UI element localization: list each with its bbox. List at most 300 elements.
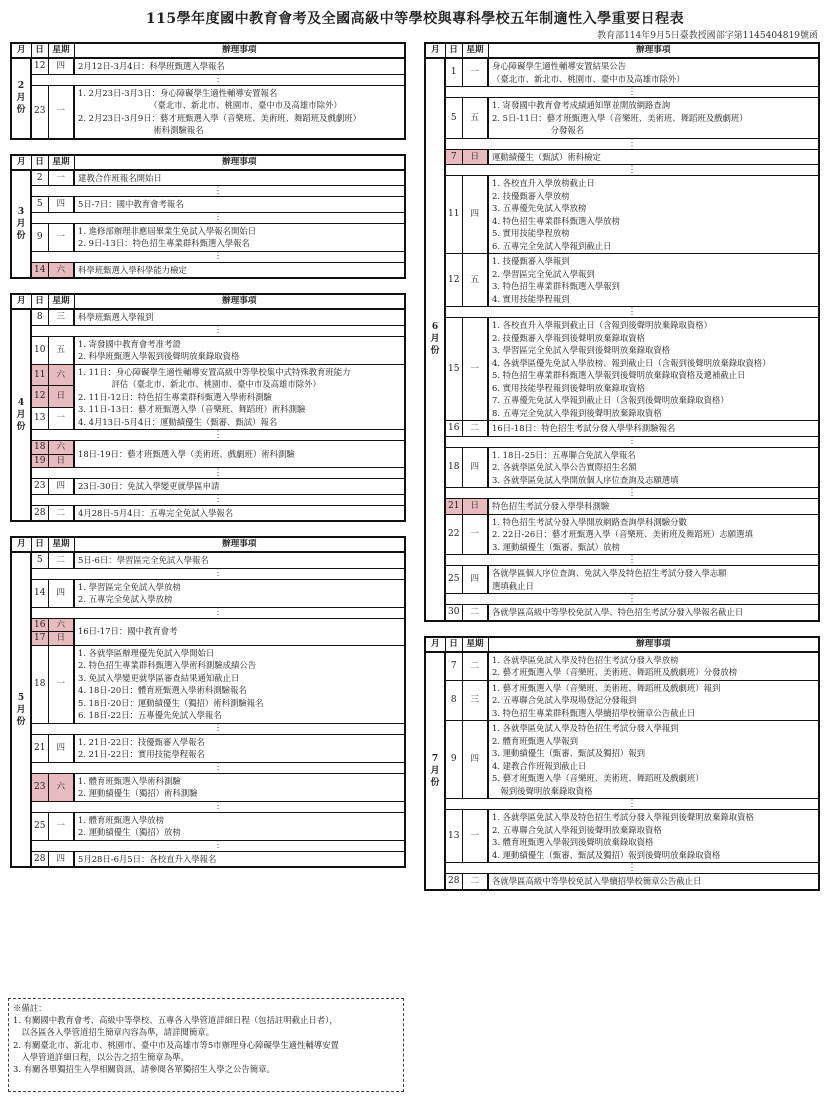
weekday-cell: 一 (48, 408, 74, 430)
day-cell: 28 (31, 851, 48, 867)
event-line: 1. 特色招生考試分發入學開放網路查詢學科測驗分數 (492, 516, 687, 527)
weekday-cell: 一 (48, 85, 74, 139)
table-row (11, 618, 405, 632)
schedule-table (10, 293, 406, 522)
table-row (425, 447, 819, 488)
gap-ellipsis: ⋮ (31, 325, 405, 336)
header-day: 日 (445, 637, 462, 652)
day-cell: 23 (31, 773, 48, 801)
event-line: 2. 特色招生專業群科甄選入學術科測驗成績公告 (78, 660, 257, 670)
event-line: 1. 體育班甄選入學放榜 (78, 814, 165, 825)
schedule-table (424, 42, 820, 622)
gap-ellipsis: ⋮ (445, 436, 819, 447)
weekday-cell: 日 (462, 149, 488, 165)
gap-row (425, 555, 819, 566)
weekday-cell: 六 (48, 262, 74, 278)
event-line: 分發報名 (492, 125, 585, 135)
day-cell: 11 (445, 176, 462, 254)
event-line: 4. 各就學區優先免試入學放榜、報到截止日（含報到後聲明放棄錄取資格） (492, 357, 771, 368)
table-header-row (11, 155, 405, 170)
event-cell (488, 254, 819, 307)
weekday-cell: 二 (48, 505, 74, 521)
note-line: 3. 有關各單獨招生入學相關資訊，請參閱各單獨招生入學之公告簡章。 (13, 1064, 275, 1075)
weekday-cell: 四 (48, 197, 74, 213)
header-events: 辦理事項 (74, 43, 405, 58)
gap-ellipsis: ⋮ (445, 165, 819, 176)
day-cell: 2 (31, 170, 48, 186)
table-row (11, 441, 405, 455)
event-cell (488, 149, 819, 165)
header-weekday: 星期 (48, 294, 74, 309)
weekday-cell: 一 (462, 318, 488, 421)
header-weekday: 星期 (462, 43, 488, 58)
event-line: 23日-30日：免試入學變更就學區申請 (78, 481, 220, 491)
weekday-cell: 日 (462, 499, 488, 515)
day-cell: 12 (31, 386, 48, 408)
header-events: 辦理事項 (74, 155, 405, 170)
event-line: 4. 18日-20日：體育班甄選入學術科測驗報名 (78, 685, 247, 695)
gap-row (11, 607, 405, 618)
event-cell (488, 810, 819, 863)
event-line: 報到後聲明放棄錄取資格 (492, 785, 593, 796)
event-line: 2. 運動績優生（獨招）放榜 (78, 827, 181, 837)
event-line: 16日-17日：國中教育會考 (78, 626, 178, 637)
table-row (11, 170, 405, 186)
weekday-cell: 日 (48, 632, 74, 646)
table-row (425, 721, 819, 799)
event-line: 3. 運動績優生（甄審、甄試及獨招）報到 (492, 748, 646, 758)
header-events: 辦理事項 (488, 43, 819, 58)
event-line: 2. 9日-13日：特色招生專業群科甄選入學報名 (78, 238, 250, 248)
month-label: 6 月 份 (425, 58, 445, 621)
event-line: 1. 18日-25日：五專聯合免試入學報名 (492, 449, 636, 460)
event-line: 3. 五專優先免試入學放榜 (492, 203, 587, 213)
day-cell: 19 (31, 454, 48, 468)
gap-ellipsis: ⋮ (31, 840, 405, 851)
event-cell (74, 58, 405, 74)
day-cell: 18 (445, 447, 462, 488)
event-line: 2. 21日-22日：實用技能學程報名 (78, 749, 205, 759)
weekday-cell: 四 (462, 721, 488, 799)
day-cell: 18 (31, 645, 48, 723)
weekday-cell: 三 (48, 309, 74, 325)
event-cell (488, 176, 819, 254)
header-day: 日 (31, 43, 48, 58)
gap-row (11, 723, 405, 734)
table-row (11, 773, 405, 801)
schedule-table (10, 42, 406, 140)
day-cell: 8 (445, 680, 462, 721)
event-line: 評估（臺北市、新北市、桃園市、臺中市及高雄市除外） (78, 379, 321, 389)
event-cell (488, 58, 819, 87)
header-month: 月 (11, 294, 31, 309)
event-cell (74, 85, 405, 139)
event-line: 6. 實用技能學程報到後聲明放棄錄取資格 (492, 382, 646, 393)
gap-row (11, 430, 405, 441)
header-month: 月 (11, 537, 31, 552)
document-reference: 教育部114年9月5日臺教授國部字第1145404819號函 (597, 31, 818, 41)
weekday-cell: 四 (462, 447, 488, 488)
table-row (11, 197, 405, 213)
table-row (11, 262, 405, 278)
day-cell: 15 (445, 318, 462, 421)
day-cell: 14 (31, 579, 48, 607)
table-header-row (11, 294, 405, 309)
header-events: 辦理事項 (74, 294, 405, 309)
header-month: 月 (425, 43, 445, 58)
table-row (11, 552, 405, 568)
day-cell: 18 (31, 441, 48, 455)
weekday-cell: 四 (48, 479, 74, 495)
event-line: 1. 各就學區免試入學及特色招生考試分發入學報到後聲明放棄錄取資格 (492, 812, 754, 822)
table-row (11, 505, 405, 521)
weekday-cell: 一 (48, 170, 74, 186)
event-cell (488, 721, 819, 799)
table-row (425, 652, 819, 681)
weekday-cell: 五 (462, 254, 488, 307)
event-cell (488, 605, 819, 621)
day-cell: 9 (445, 721, 462, 799)
gap-row (11, 251, 405, 262)
gap-ellipsis: ⋮ (445, 138, 819, 149)
event-cell (74, 552, 405, 568)
event-line: 3. 運動績優生（甄審、甄試）放榜 (492, 541, 620, 552)
event-line: 2. 五專完全免試入學放榜 (78, 594, 173, 604)
gap-row (425, 594, 819, 605)
weekday-cell: 四 (462, 566, 488, 594)
event-line: 6. 五專完全免試入學報到截止日 (492, 240, 612, 251)
table-row (11, 734, 405, 762)
header-events: 辦理事項 (488, 637, 819, 652)
event-line: 18日-19日：藝才班甄選入學（美術班、戲劇班）術科測驗 (78, 448, 295, 459)
day-cell: 11 (31, 364, 48, 386)
event-line: （臺北市、新北市、桃園市、臺中市及高雄市除外） (492, 73, 685, 84)
day-cell: 12 (31, 58, 48, 74)
event-cell (488, 499, 819, 515)
gap-ellipsis: ⋮ (31, 801, 405, 812)
gap-ellipsis: ⋮ (31, 723, 405, 734)
table-row (11, 336, 405, 364)
day-cell: 13 (31, 408, 48, 430)
event-cell (488, 318, 819, 421)
table-row (425, 58, 819, 87)
event-cell (74, 812, 405, 840)
weekday-cell: 一 (48, 645, 74, 723)
event-line: 4. 建教合作班報到截止日 (492, 760, 587, 771)
weekday-cell: 六 (48, 618, 74, 632)
day-cell: 25 (445, 566, 462, 594)
event-line: 5日-7日：國中教育會考報名 (78, 199, 184, 209)
weekday-cell: 四 (48, 734, 74, 762)
event-line: 3. 體育班甄選入學報到後聲明放棄錄取資格 (492, 837, 654, 847)
event-line: 2. 科學班甄選入學報到後聲明放棄錄取資格 (78, 351, 240, 361)
gap-ellipsis: ⋮ (31, 762, 405, 773)
table-row (425, 810, 819, 863)
gap-ellipsis: ⋮ (31, 251, 405, 262)
event-line: 2. 五專聯合免試入學報到後聲明放棄錄取資格 (492, 824, 662, 835)
table-header-row (11, 43, 405, 58)
event-line: 4. 4月13日-5月4日：運動績優生（甄審、甄試）報名 (78, 416, 278, 427)
table-row (425, 566, 819, 594)
day-cell: 5 (445, 98, 462, 139)
note-line: 1. 有關國中教育會考、高級中等學校、五專各入學管道詳細日程（包括註明截止日者）， (13, 1015, 338, 1026)
notes-box (8, 998, 404, 1092)
event-line: 4月28日-5月4日：五專完全免試入學報名 (78, 507, 234, 518)
event-line: 科學班甄選入學報到 (78, 312, 154, 322)
gap-ellipsis: ⋮ (31, 186, 405, 197)
gap-row (11, 494, 405, 505)
weekday-cell: 四 (48, 579, 74, 607)
event-line: 8. 五專完全免試入學報到後聲明放棄錄取資格 (492, 407, 662, 418)
event-line: 1. 學習區完全免試入學放榜 (78, 581, 181, 592)
day-cell: 23 (31, 479, 48, 495)
event-line: 2月12日-3月4日：科學班甄選入學報名 (78, 61, 225, 71)
weekday-cell: 二 (462, 652, 488, 681)
event-line: 術科測驗報名 (78, 125, 204, 135)
event-line: 16日-18日：特色招生考試分發入學學科測驗報名 (492, 423, 676, 433)
event-cell (488, 447, 819, 488)
event-line: 2. 藝才班甄選入學（音樂班、美術班、舞蹈班及戲劇班）分發放榜 (492, 667, 738, 677)
note-line: 以各區各入學管道招生簡章內容為準，請詳閱簡章。 (13, 1027, 214, 1038)
weekday-cell: 日 (48, 454, 74, 468)
weekday-cell: 六 (48, 364, 74, 386)
event-line: 2. 學習區完全免試入學報到 (492, 268, 595, 279)
event-cell (74, 223, 405, 251)
weekday-cell: 一 (462, 58, 488, 87)
schedule-table (424, 636, 820, 891)
table-header-row (425, 637, 819, 652)
gap-row (11, 74, 405, 85)
gap-row (425, 488, 819, 499)
gap-row (11, 568, 405, 579)
weekday-cell: 四 (48, 58, 74, 74)
weekday-cell: 五 (462, 98, 488, 139)
gap-row (425, 87, 819, 98)
event-line: 2. 22日-26日：藝才班甄選入學（音樂班、美術班及舞蹈班）志願選填 (492, 529, 753, 539)
day-cell: 5 (31, 552, 48, 568)
table-row (11, 85, 405, 139)
gap-row (425, 436, 819, 447)
event-cell (74, 579, 405, 607)
gap-row (425, 863, 819, 874)
month-label: 3 月 份 (11, 170, 31, 279)
event-line: 2. 技優甄審入學放榜 (492, 190, 570, 201)
event-line: 1. 各校直升入學報到截止日（含報到後聲明放棄錄取資格） (492, 320, 713, 330)
table-row (425, 874, 819, 890)
event-line: 1. 各校直升入學放榜截止日 (492, 178, 595, 188)
note-line: 2. 有關臺北市、新北市、桃園市、臺中市及高雄市等5市辦理身心障礙學生適性輔導安置 (13, 1039, 339, 1050)
event-line: 1. 各就學區免試入學及特色招生考試分發入學放榜 (492, 654, 679, 665)
header-month: 月 (425, 637, 445, 652)
event-line: 2. 11日-12日：特色招生專業群科甄選入學術科測驗 (78, 391, 272, 402)
gap-row (11, 840, 405, 851)
gap-row (11, 212, 405, 223)
gap-ellipsis: ⋮ (445, 799, 819, 810)
day-cell: 1 (445, 58, 462, 87)
weekday-cell: 一 (462, 514, 488, 555)
event-cell (74, 618, 405, 645)
gap-ellipsis: ⋮ (445, 594, 819, 605)
header-day: 日 (31, 294, 48, 309)
event-line: 1. 技優甄審入學報到 (492, 256, 570, 266)
table-row (425, 318, 819, 421)
header-weekday: 星期 (48, 537, 74, 552)
weekday-cell: 二 (48, 552, 74, 568)
table-row (11, 223, 405, 251)
table-row (11, 309, 405, 325)
weekday-cell: 六 (48, 441, 74, 455)
day-cell: 16 (31, 618, 48, 632)
table-header-row (11, 537, 405, 552)
note-line: 入學管道詳細日程，以公告之招生簡章為準。 (13, 1051, 189, 1062)
event-line: 1. 進修部辦理非應屆畢業生免試入學報名開始日 (78, 225, 257, 236)
event-line: 4. 實用技能學程報到 (492, 293, 570, 304)
day-cell: 23 (31, 85, 48, 139)
event-line: 5月28日-6月5日：各校直升入學報名 (78, 853, 217, 864)
header-events: 辦理事項 (74, 537, 405, 552)
event-line: 1. 藝才班甄選入學（音樂班、美術班、舞蹈班及戲劇班）報到 (492, 682, 721, 693)
day-cell: 5 (31, 197, 48, 213)
gap-ellipsis: ⋮ (445, 863, 819, 874)
day-cell: 14 (31, 262, 48, 278)
event-cell (488, 566, 819, 594)
header-day: 日 (31, 155, 48, 170)
header-weekday: 星期 (462, 637, 488, 652)
event-line: 1. 各就學區辦理優先免試入學開始日 (78, 647, 215, 658)
event-line: 運動績優生（甄試）術科檢定 (492, 151, 601, 162)
day-cell: 28 (31, 505, 48, 521)
event-cell (488, 421, 819, 437)
event-line: 3. 特色招生專業群科甄選入學續招學校簡章公告截止日 (492, 707, 696, 718)
event-line: 2. 體育班甄選入學報到 (492, 735, 579, 746)
month-table-slot (10, 536, 406, 868)
day-cell: 17 (31, 632, 48, 646)
page-title: 115學年度國中教育會考及全國高級中等學校與專科學校五年制適性入學重要日程表 (145, 11, 685, 27)
month-table-slot (424, 636, 820, 891)
gap-ellipsis: ⋮ (31, 607, 405, 618)
event-cell (74, 505, 405, 521)
table-row (11, 645, 405, 723)
event-line: 1. 寄發國中教育會考准考證 (78, 338, 181, 349)
event-line: 1. 體育班甄選入學術科測驗 (78, 775, 181, 786)
weekday-cell: 三 (462, 680, 488, 721)
table-row (425, 254, 819, 307)
event-line: 3. 免試入學變更就學區審查結果通知截止日 (78, 672, 240, 683)
event-line: 5. 藝才班甄選入學（音樂班、美術班、舞蹈班及戲劇班） (492, 773, 704, 783)
gap-ellipsis: ⋮ (31, 468, 405, 479)
day-cell: 13 (445, 810, 462, 863)
gap-ellipsis: ⋮ (445, 307, 819, 318)
event-cell (488, 874, 819, 890)
weekday-cell: 二 (462, 421, 488, 437)
header-day: 日 (445, 43, 462, 58)
event-cell (74, 851, 405, 867)
table-row (425, 98, 819, 139)
event-line: 2. 技優甄審入學報到後聲明放棄錄取資格 (492, 332, 646, 343)
day-cell: 12 (445, 254, 462, 307)
month-label: 2 月 份 (11, 58, 31, 139)
event-line: 3. 學習區完全免試入學報到後聲明放棄錄取資格 (492, 345, 671, 355)
weekday-cell: 二 (462, 874, 488, 890)
event-line: 3. 各就學區免試入學開放個人序位查詢及志願選填 (492, 474, 679, 485)
table-row (11, 479, 405, 495)
event-line: 5. 18日-20日：運動績優生（獨招）術科測驗報名 (78, 697, 264, 708)
event-line: 4. 運動績優生（甄審、甄試及獨招）報到後聲明放棄錄取資格 (492, 849, 721, 860)
event-line: 各就學區高級中等學校免試入學續招學校簡章公告截止日 (492, 876, 702, 886)
day-cell: 10 (31, 336, 48, 364)
day-cell: 22 (445, 514, 462, 555)
event-cell (74, 262, 405, 278)
event-line: 特色招生考試分發入學學科測驗 (492, 501, 610, 511)
event-line: 5日-6日：學習區完全免試入學報名 (78, 555, 209, 565)
header-month: 月 (11, 155, 31, 170)
gap-row (425, 138, 819, 149)
weekday-cell: 一 (48, 812, 74, 840)
gap-row (11, 801, 405, 812)
event-cell (74, 645, 405, 723)
event-line: （臺北市、新北市、桃園市、臺中市及高雄市除外） (78, 100, 342, 110)
month-table-slot (424, 42, 820, 622)
event-line: 2. 2月23日-3月9日：藝才班甄選入學（音樂班、美術班、舞蹈班及戲劇班） (78, 112, 361, 123)
table-row (11, 579, 405, 607)
event-line: 科學班甄選入學科學能力檢定 (78, 264, 187, 275)
month-label: 7 月 份 (425, 652, 445, 890)
gap-ellipsis: ⋮ (31, 568, 405, 579)
day-cell: 21 (445, 499, 462, 515)
event-cell (74, 197, 405, 213)
day-cell: 25 (31, 812, 48, 840)
event-line: 3. 11日-13日：藝才班甄選入學（音樂班、舞蹈班）術科測驗 (78, 404, 306, 414)
gap-row (425, 165, 819, 176)
event-line: 1. 11日：身心障礙學生適性輔導安置高級中等學校集中式特殊教育班能力 (78, 366, 351, 377)
gap-ellipsis: ⋮ (31, 494, 405, 505)
weekday-cell: 六 (48, 773, 74, 801)
event-cell (74, 336, 405, 364)
table-row (425, 680, 819, 721)
gap-row (425, 799, 819, 810)
table-row (11, 851, 405, 867)
day-cell: 7 (445, 652, 462, 681)
notes-heading: ※備註： (13, 1003, 47, 1013)
event-line: 1. 各就學區免試入學及特色招生考試分發入學報到 (492, 723, 679, 733)
month-label: 4 月 份 (11, 309, 31, 521)
table-row (425, 605, 819, 621)
day-cell: 21 (31, 734, 48, 762)
header-weekday: 星期 (48, 43, 74, 58)
table-row (11, 812, 405, 840)
event-line: 1. 2月23日-3月3日：身心障礙學生適性輔導安置報名 (78, 87, 278, 98)
table-row (425, 176, 819, 254)
event-line: 選填截止日 (492, 580, 534, 591)
day-cell: 7 (445, 149, 462, 165)
event-cell (488, 680, 819, 721)
right-column (424, 42, 820, 905)
gap-ellipsis: ⋮ (445, 87, 819, 98)
month-table-slot (10, 293, 406, 522)
event-line: 1. 21日-22日：技優甄審入學報名 (78, 736, 205, 747)
day-cell: 8 (31, 309, 48, 325)
gap-row (11, 325, 405, 336)
event-line: 2. 五專聯合免試入學現場登記分發報到 (492, 695, 637, 705)
event-line: 1. 寄發國中教育會考成績通知單並開放網路查詢 (492, 100, 671, 110)
table-row (425, 514, 819, 555)
gap-ellipsis: ⋮ (31, 212, 405, 223)
month-table-slot (10, 154, 406, 280)
event-line: 7. 五專優先免試入學報到截止日（含報到後聲明放棄錄取資格） (492, 395, 729, 405)
event-cell (488, 98, 819, 139)
event-line: 3. 特色招生專業群科甄選入學報到 (492, 281, 620, 291)
left-column (10, 42, 406, 882)
